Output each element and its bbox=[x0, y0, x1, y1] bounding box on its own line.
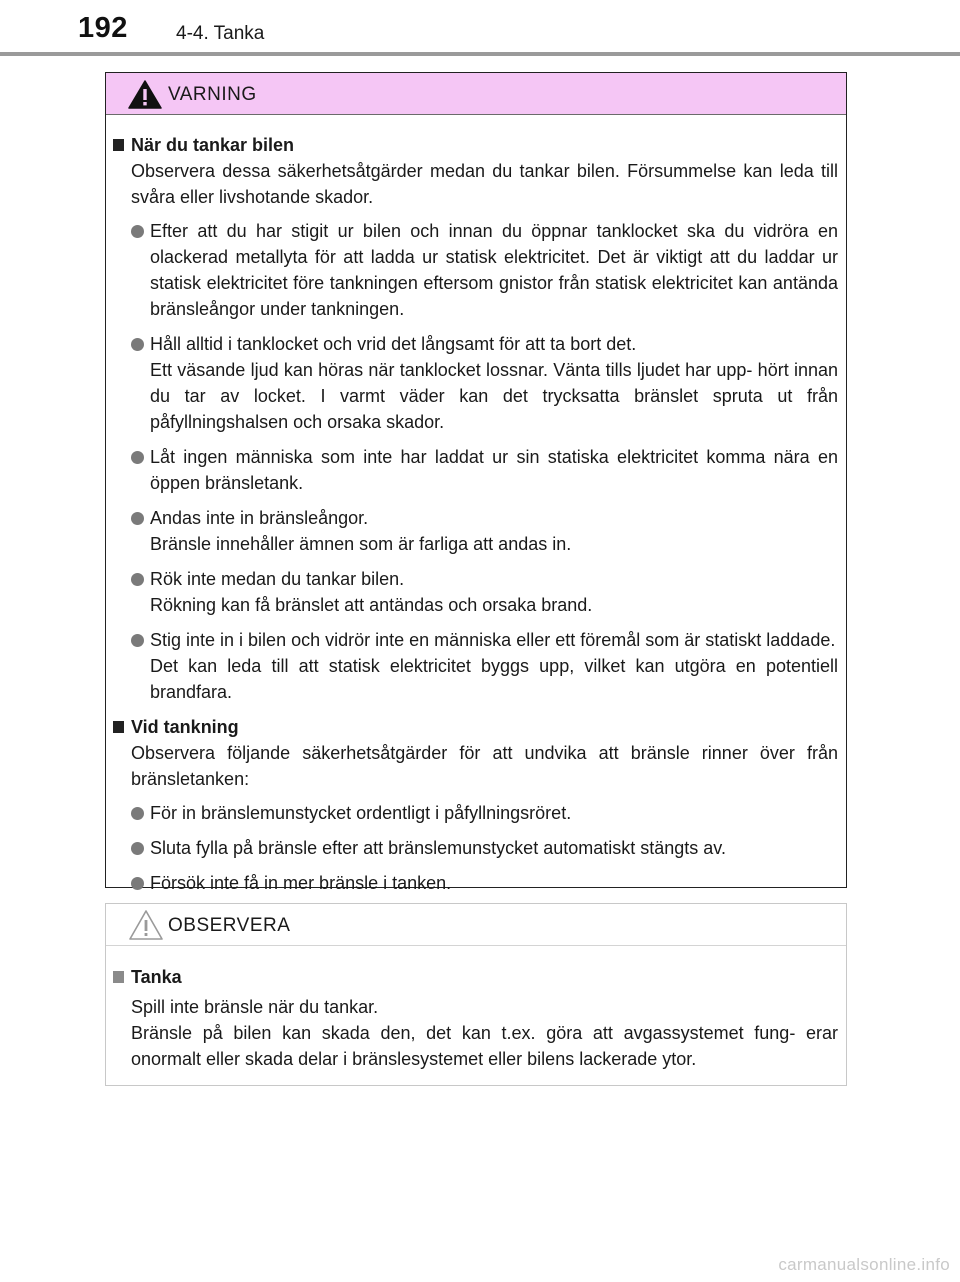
round-bullet-icon bbox=[131, 842, 144, 855]
list-item-line: Rökning kan få bränslet att antändas och orsaka brand. bbox=[150, 595, 593, 615]
list-item bbox=[113, 505, 838, 557]
warning-box bbox=[105, 72, 847, 893]
list-item bbox=[113, 444, 838, 496]
warning-header bbox=[106, 73, 846, 115]
notice-section bbox=[113, 964, 838, 1072]
page-header bbox=[0, 0, 960, 60]
section-text: Observera dessa säkerhetsåtgärder medan du tankar bilen. Försummelse kan leda till svåra eller livshotande skador. bbox=[131, 161, 838, 207]
warning-section bbox=[113, 714, 838, 896]
notice-title: OBSERVERA bbox=[168, 915, 291, 936]
list-item bbox=[113, 800, 838, 826]
list-item-line: Låt ingen människa som inte har laddat ur sin statiska elektricitet komma nära en öppen bränsletank. bbox=[150, 447, 838, 493]
list-item-line: Ett väsande ljud kan höras när tanklocket lossnar. Vänta tills ljudet har upp- hört innan du tar av locket. I varmt väder kan det trycksatta bränslet spruta ut från påfyllningshalsen och orsaka skador. bbox=[150, 360, 838, 432]
list-item-line: Rök inte medan du tankar bilen. bbox=[150, 569, 405, 589]
list-item-line: För in bränslemunstycket ordentligt i påfyllningsröret. bbox=[150, 803, 572, 823]
bullet-list bbox=[113, 800, 838, 896]
section-text: Observera följande säkerhetsåtgärder för att undvika att bränsle rinner över från bränsletanken: bbox=[131, 743, 838, 789]
round-bullet-icon bbox=[131, 877, 144, 890]
round-bullet-icon bbox=[131, 573, 144, 586]
notice-body bbox=[106, 946, 846, 1072]
list-item bbox=[113, 835, 838, 861]
list-item-text bbox=[150, 444, 838, 496]
notice-header bbox=[106, 904, 846, 946]
list-item-text bbox=[150, 505, 838, 557]
notice-box bbox=[105, 903, 847, 1086]
list-item-text bbox=[150, 331, 838, 435]
section-heading-text: När du tankar bilen bbox=[131, 135, 295, 155]
section-heading bbox=[113, 714, 838, 740]
list-item-text bbox=[150, 627, 838, 705]
list-item bbox=[113, 218, 838, 322]
list-item bbox=[113, 566, 838, 618]
caution-triangle-outline-icon bbox=[128, 909, 164, 941]
square-bullet-icon bbox=[113, 139, 124, 151]
list-item-line: Sluta fylla på bränsle efter att bränslemunstycket automatiskt stängts av. bbox=[150, 838, 726, 858]
round-bullet-icon bbox=[131, 807, 144, 820]
warning-title: VARNING bbox=[168, 84, 257, 105]
section-heading-text: Vid tankning bbox=[131, 717, 239, 737]
warning-section bbox=[113, 132, 838, 705]
section-heading bbox=[113, 132, 838, 158]
list-item-line: Efter att du har stigit ur bilen och innan du öppnar tanklocket ska du vidröra en olackerad metallyta för att ladda ur statisk elektricitet. Det är viktigt att du laddar ur statisk elektricitet före tankningen eftersom gnistor från statisk elektricitet kan antända bränsleångor under tankningen. bbox=[150, 221, 838, 319]
list-item-line: Det kan leda till att statisk elektricitet byggs upp, vilket kan utgöra en potentiell brandfara. bbox=[150, 656, 838, 702]
section-heading bbox=[113, 964, 838, 990]
list-item-text bbox=[150, 218, 838, 322]
bullet-list bbox=[113, 218, 838, 705]
list-item-line: Håll alltid i tanklocket och vrid det långsamt för att ta bort det. bbox=[150, 334, 637, 354]
list-item-line: Bränsle innehåller ämnen som är farliga att andas in. bbox=[150, 534, 572, 554]
page-number: 192 bbox=[78, 12, 128, 44]
square-bullet-icon bbox=[113, 971, 124, 983]
list-item bbox=[113, 870, 838, 896]
list-item bbox=[113, 627, 838, 705]
watermark: carmanualsonline.info bbox=[778, 1255, 950, 1274]
round-bullet-icon bbox=[131, 338, 144, 351]
list-item bbox=[113, 331, 838, 435]
round-bullet-icon bbox=[131, 451, 144, 464]
list-item-text bbox=[150, 835, 838, 861]
section-text bbox=[131, 994, 838, 1072]
list-item-line: Andas inte in bränsleångor. bbox=[150, 508, 369, 528]
round-bullet-icon bbox=[131, 512, 144, 525]
section-text-line: Bränsle på bilen kan skada den, det kan t.ex. göra att avgassystemet fung- erar onormalt eller skada delar i bränslesystemet eller bilens lackerade ytor. bbox=[131, 1023, 838, 1069]
section-heading-text: Tanka bbox=[131, 967, 182, 987]
warning-triangle-icon bbox=[128, 80, 162, 109]
round-bullet-icon bbox=[131, 225, 144, 238]
square-bullet-icon bbox=[113, 721, 124, 733]
round-bullet-icon bbox=[131, 634, 144, 647]
section-title: 4-4. Tanka bbox=[176, 23, 265, 44]
list-item-text bbox=[150, 566, 838, 618]
list-item-line: Försök inte få in mer bränsle i tanken. bbox=[150, 873, 452, 893]
list-item-line: Stig inte in i bilen och vidrör inte en människa eller ett föremål som är statiskt laddade. bbox=[150, 630, 836, 650]
list-item-text bbox=[150, 870, 838, 896]
list-item-text bbox=[150, 800, 838, 826]
header-rule bbox=[0, 52, 960, 56]
section-text-line: Spill inte bränsle när du tankar. bbox=[131, 997, 379, 1017]
warning-body bbox=[106, 115, 846, 896]
